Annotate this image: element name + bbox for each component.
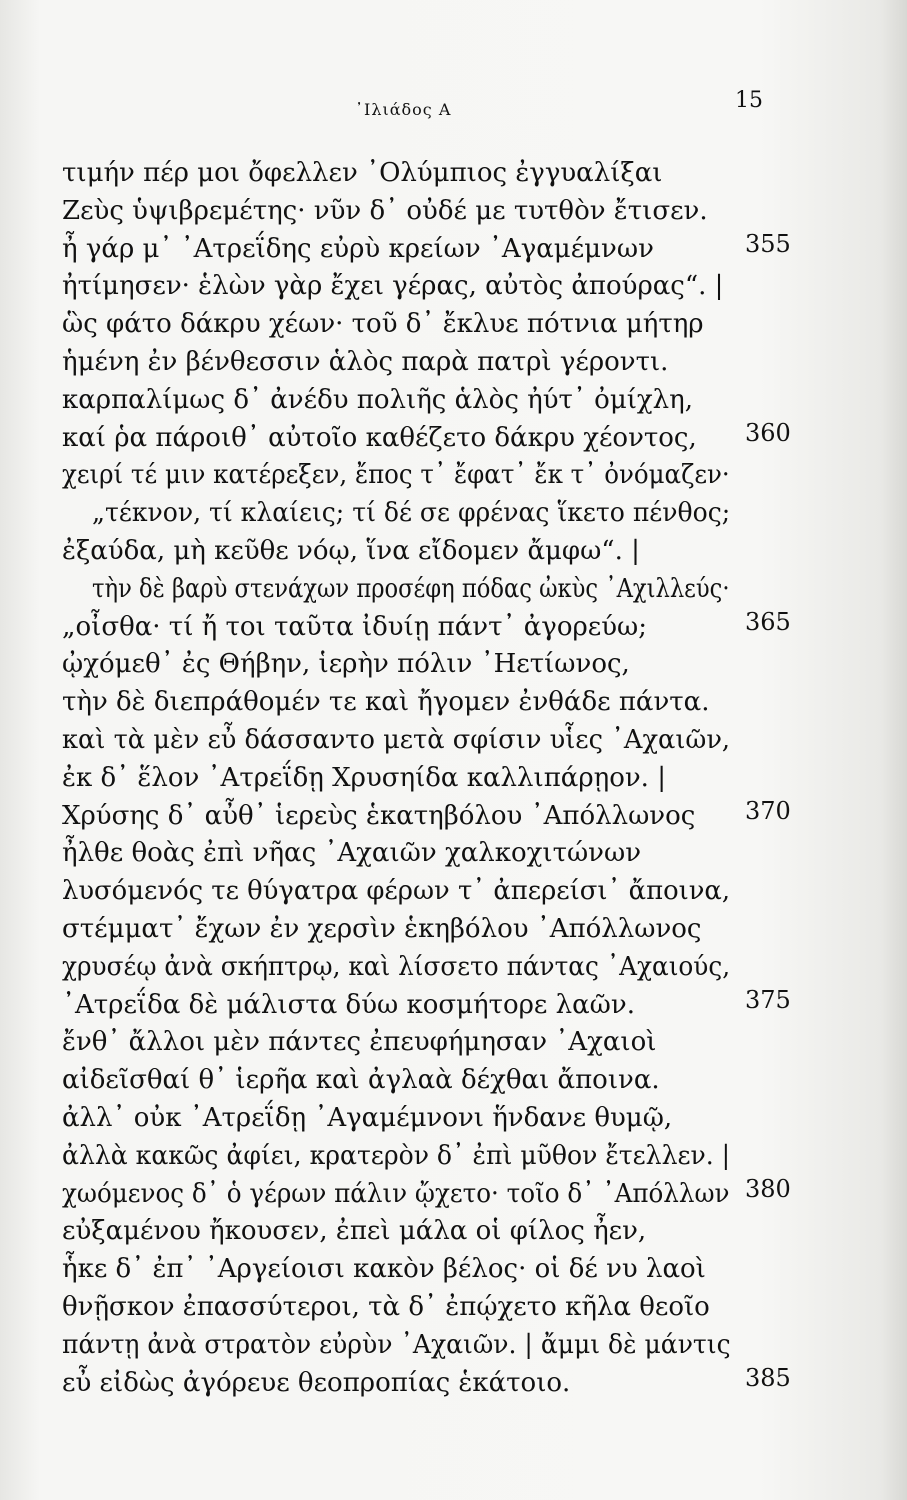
verse-line: πάντῃ ἀνὰ στρατὸν εὐρὺν ᾿Αχαιῶν. | ἄμμι δὲ μάντις: [62, 1329, 731, 1360]
line-number: 370: [745, 796, 791, 825]
verse-line: χωόμενος δ᾿ ὁ γέρων πάλιν ᾤχετο· τοῖο δ᾿ ᾿Απόλλων: [62, 1178, 730, 1209]
line-number: 355: [745, 229, 791, 258]
verse-line: ᾠχόμεθ᾿ ἐς Θήβην, ἱερὴν πόλιν ᾿Ηετίωνος,: [62, 649, 630, 680]
verse-line: τὴν δὲ διεπράθομέν τε καὶ ἤγομεν ἐνθάδε πάντα.: [62, 687, 710, 718]
running-head: ᾿Ιλιάδος Α: [355, 100, 452, 119]
verse-line: ᾿Ατρεΐδα δὲ μάλιστα δύω κοσμήτορε λαῶν.: [62, 989, 635, 1020]
verse-line: ἡμένη ἐν βένθεσσιν ἁλὸς παρὰ πατρὶ γέροντι.: [62, 347, 669, 377]
verse-line: τιμήν πέρ μοι ὄφελλεν ᾿Ολύμπιος ἐγγυαλίξαι: [62, 158, 663, 188]
line-number: 365: [745, 607, 791, 636]
page-number: 15: [735, 88, 763, 113]
verse-line: καρπαλίμως δ᾿ ἀνέδυ πολιῆς ἁλὸς ἠύτ᾿ ὀμίχλη,: [62, 384, 693, 415]
line-number: 385: [745, 1363, 791, 1392]
verse-line: καὶ τὰ μὲν εὖ δάσσαντο μετὰ σφίσιν υἷες ᾿Αχαιῶν,: [62, 725, 731, 755]
verse-line: καί ῥα πάροιθ᾿ αὐτοῖο καθέζετο δάκρυ χέοντος,: [62, 422, 697, 453]
verse-line: λυσόμενός τε θύγατρα φέρων τ᾿ ἀπερείσι᾿ ἄποινα,: [62, 876, 731, 907]
verse-line: Ζεὺς ὑψιβρεμέτης· νῦν δ᾿ οὐδέ με τυτθὸν ἔτισεν.: [62, 195, 708, 226]
verse-line: ἔνθ᾿ ἄλλοι μὲν πάντες ἐπευφήμησαν ᾿Αχαιοὶ: [62, 1027, 657, 1058]
verse-line: στέμματ᾿ ἔχων ἐν χερσὶν ἑκηβόλου ᾿Απόλλωνος: [62, 914, 702, 944]
line-number: 360: [745, 418, 791, 447]
verse-line: „οἶσθα· τί ἤ τοι ταῦτα ἰδυίῃ πάντ᾿ ἀγορεύω;: [62, 611, 647, 642]
verse-line: „τέκνον, τί κλαίεις; τί δέ σε φρένας ἵκετο πένθος;: [92, 498, 731, 529]
verse-line: χρυσέῳ ἀνὰ σκήπτρῳ, καὶ λίσσετο πάντας ᾿Αχαιούς,: [62, 951, 731, 982]
verse-line: τὴν δὲ βαρὺ στενάχων προσέφη πόδας ὠκὺς ᾿Αχιλλεύς·: [92, 573, 730, 604]
verse-line: εὐξαμένου ἤκουσεν, ἐπεὶ μάλα οἱ φίλος ἦεν,: [62, 1216, 647, 1247]
verse-line: θνῇσκον ἐπασσύτεροι, τὰ δ᾿ ἐπῴχετο κῆλα θεοῖο: [62, 1292, 710, 1322]
verse-line: αἰδεῖσθαί θ᾿ ἱερῆα καὶ ἀγλαὰ δέχθαι ἄποινα.: [62, 1065, 660, 1096]
verse-line: ἦλθε θοὰς ἐπὶ νῆας ᾿Αχαιῶν χαλκοχιτώνων: [62, 838, 641, 869]
verse-line: Χρύσης δ᾿ αὖθ᾿ ἱερεὺς ἑκατηβόλου ᾿Απόλλωνος: [62, 800, 696, 831]
line-number: 375: [745, 985, 791, 1014]
verse-line: ἦ γάρ μ᾿ ᾿Ατρεΐδης εὐρὺ κρείων ᾿Αγαμέμνων: [62, 233, 654, 264]
line-number: 380: [745, 1174, 791, 1203]
verse-line: εὖ εἰδὼς ἀγόρευε θεοπροπίας ἑκάτοιο.: [62, 1367, 571, 1398]
verse-line: ἀλλὰ κακῶς ἀφίει, κρατερὸν δ᾿ ἐπὶ μῦθον ἔτελλεν. |: [62, 1140, 731, 1171]
verse-line: ἐξαύδα, μὴ κεῦθε νόῳ, ἵνα εἴδομεν ἄμφω“. |: [62, 536, 640, 566]
verse-line: ὣς φάτο δάκρυ χέων· τοῦ δ᾿ ἔκλυε πότνια μήτηρ: [62, 309, 704, 340]
verse-line: χειρί τέ μιν κατέρεξεν, ἔπος τ᾿ ἔφατ᾿ ἔκ τ᾿ ὀνόμαζεν·: [62, 460, 730, 491]
verse-line: ἧκε δ᾿ ἐπ᾿ ᾿Αργείοισι κακὸν βέλος· οἱ δέ νυ λαοὶ: [62, 1254, 706, 1285]
verse-line: ἠτίμησεν· ἑλὼν γὰρ ἔχει γέρας, αὐτὸς ἀπούρας“. |: [62, 271, 724, 302]
verse-line: ἀλλ᾿ οὐκ ᾿Ατρεΐδῃ ᾿Αγαμέμνονι ἥνδανε θυμῷ,: [62, 1103, 673, 1133]
verse-line: ἐκ δ᾿ ἕλον ᾿Ατρεΐδῃ Χρυσηίδα καλλιπάρῃον. |: [62, 762, 666, 793]
